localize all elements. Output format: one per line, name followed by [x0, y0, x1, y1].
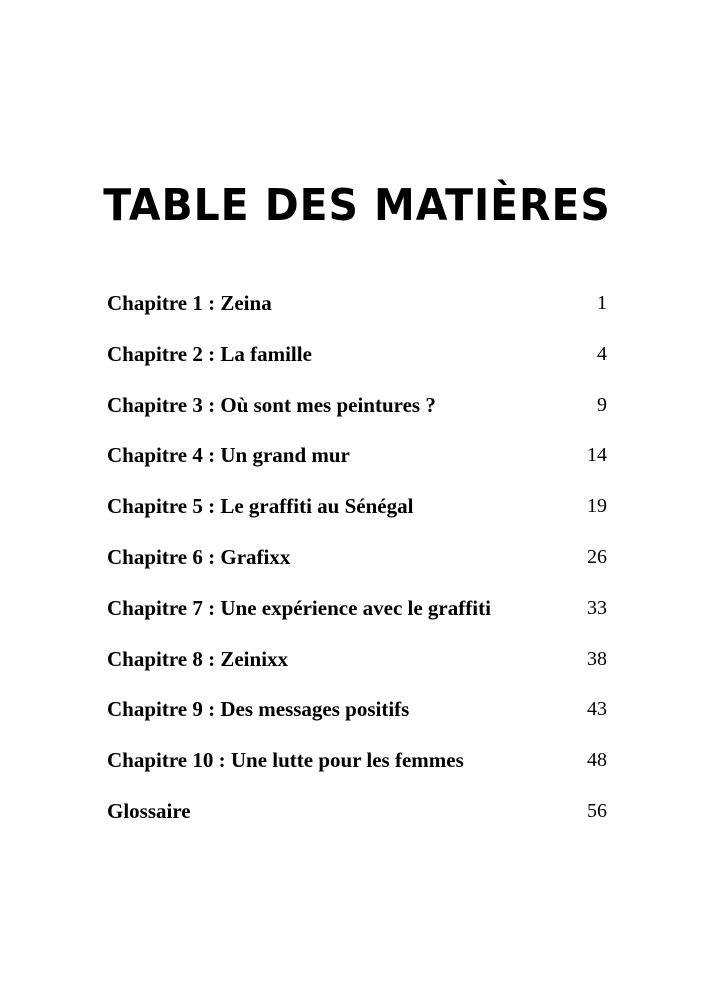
toc-entry-label: Chapitre 3 : Où sont mes peintures ?: [107, 392, 436, 417]
toc-entry-label: Chapitre 8 : Zeinixx: [107, 646, 289, 671]
toc-entry-label: Chapitre 9 : Des messages positifs: [107, 697, 410, 722]
toc-entry-page-number: 19: [587, 495, 607, 518]
toc-entry-chapter-1[interactable]: [107, 287, 607, 338]
toc-entry-chapter-7[interactable]: [107, 592, 607, 643]
toc-entry-label: Chapitre 5 : Le graffiti au Sénégal: [107, 494, 414, 519]
toc-entry-page-number: 4: [597, 342, 607, 365]
toc-entry-chapter-8[interactable]: [107, 643, 607, 694]
toc-entry-chapter-6[interactable]: [107, 541, 607, 592]
toc-entry-label: Chapitre 4 : Un grand mur: [107, 443, 350, 468]
toc-entry-page-number: 48: [587, 749, 607, 772]
toc-entry-page-number: 33: [587, 596, 607, 619]
toc-entry-page-number: 43: [587, 698, 607, 721]
toc-entry-page-number: 14: [587, 444, 607, 467]
toc-entry-chapter-2[interactable]: [107, 338, 607, 389]
toc-entry-label: Chapitre 1 : Zeina: [107, 291, 272, 315]
toc-entry-label: Chapitre 7 : Une expérience avec le graffiti: [107, 595, 491, 620]
toc-entry-label: Chapitre 10 : Une lutte pour les femmes: [107, 748, 464, 773]
toc-entry-page-number: 26: [587, 545, 607, 568]
toc-entry-label: Chapitre 2 : La famille: [107, 341, 312, 366]
toc-entry-page-number: 56: [587, 799, 607, 822]
toc-entry-label: Chapitre 6 : Grafixx: [107, 544, 291, 569]
toc-entry-page-number: 9: [597, 393, 607, 416]
toc-entry-chapter-9[interactable]: [107, 693, 607, 744]
toc-entry-page-number: 38: [587, 647, 607, 670]
toc-entry-page-number: 1: [597, 292, 607, 314]
table-of-contents: [107, 287, 607, 846]
toc-entry-glossary[interactable]: [107, 795, 607, 846]
toc-entry-chapter-5[interactable]: [107, 490, 607, 541]
page-title: TABLE DES MATIÈRES: [103, 180, 611, 231]
toc-entry-chapter-4[interactable]: [107, 439, 607, 490]
toc-entry-label: Glossaire: [107, 798, 191, 823]
toc-entry-chapter-3[interactable]: [107, 389, 607, 440]
toc-entry-chapter-10[interactable]: [107, 744, 607, 795]
